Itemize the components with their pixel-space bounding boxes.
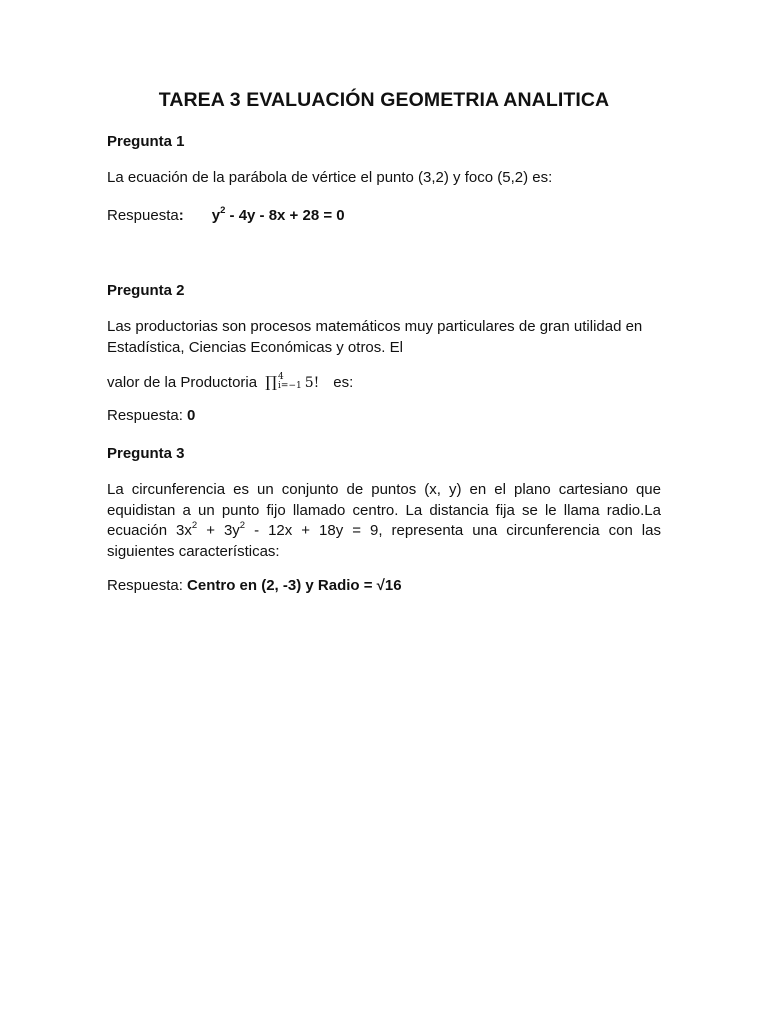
question-2-text-line-1: Las productorias son procesos matemáticos muy particulares de gran utilidad en bbox=[107, 318, 643, 335]
productoria-label: valor de la Productoria bbox=[107, 374, 258, 391]
answer-label: Respuesta bbox=[107, 207, 179, 224]
answer-label: Respuesta: bbox=[107, 407, 188, 424]
product-term: 5! bbox=[304, 375, 320, 391]
productoria-suffix: es: bbox=[333, 374, 354, 391]
question-2-text-line-2: Estadística, Ciencias Económicas y otros. El bbox=[107, 338, 403, 356]
question-1-text: La ecuación de la parábola de vértice el punto (3,2) y foco (5,2) es: bbox=[107, 169, 553, 186]
question-1-answer bbox=[107, 206, 661, 227]
answer-colon: : bbox=[178, 207, 184, 224]
question-3-answer bbox=[107, 576, 661, 597]
question-2-heading: Pregunta 2 bbox=[107, 282, 185, 299]
question-2-productoria bbox=[107, 372, 661, 394]
answer-value: Centro en (2, -3) y Radio = √16 bbox=[187, 577, 402, 594]
productoria-formula bbox=[265, 372, 319, 394]
question-2-text bbox=[107, 317, 661, 358]
answer-label: Respuesta: bbox=[107, 577, 188, 594]
document-title: TAREA 3 EVALUACIÓN GEOMETRIA ANALITICA bbox=[158, 89, 610, 111]
question-3-heading: Pregunta 3 bbox=[107, 445, 185, 462]
product-upper-limit: 4 bbox=[278, 372, 284, 382]
product-lower-limit: i=−1 bbox=[278, 381, 302, 391]
question-2-answer bbox=[107, 406, 661, 427]
product-symbol: ∏ bbox=[265, 373, 278, 391]
answer-value: 0 bbox=[187, 407, 196, 424]
question-1-heading: Pregunta 1 bbox=[107, 133, 185, 150]
answer-equation: $y^2 - 4y - 8x + 28 = 0$ bbox=[211, 205, 345, 224]
question-3-text: La circunferencia es un conjunto de puntos (x, y) en el plano cartesiano que equidistan a un punto fijo llamado centro. La distancia fija se le llama radio.La ecuación $3x^2 + 3y^2 - 12x + 18y = 9$, representa una circunferencia con las siguientes características: bbox=[107, 481, 661, 560]
